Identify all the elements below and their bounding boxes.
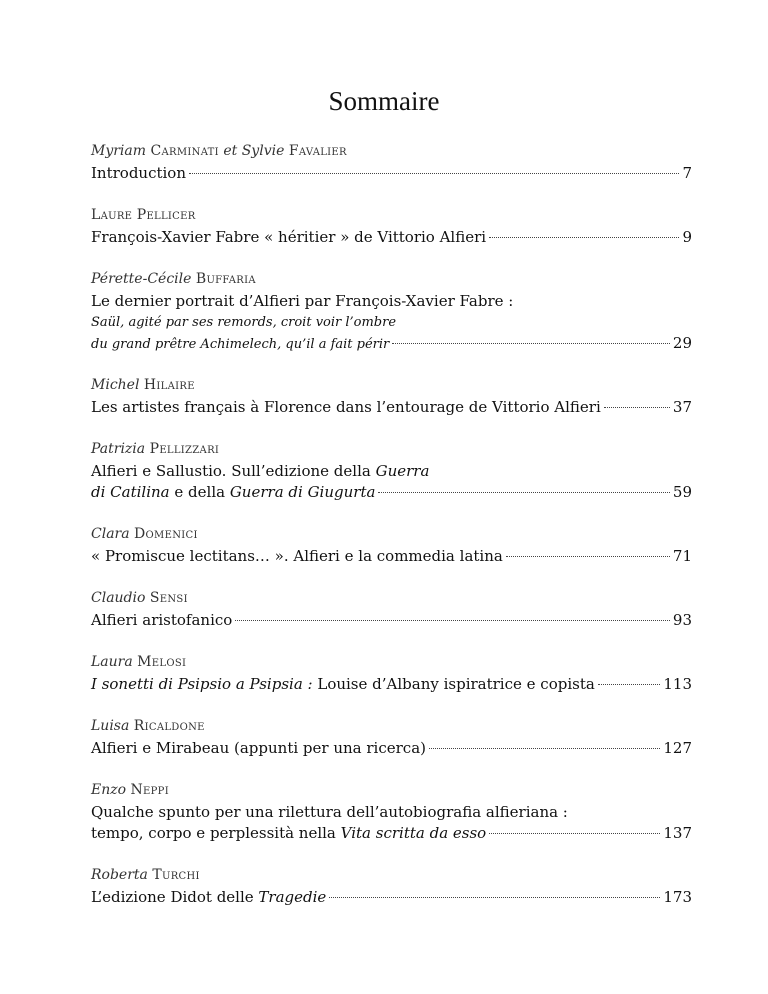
entry-author: Michel Hilaire	[91, 377, 195, 393]
dot-leader	[598, 684, 661, 685]
entry-page-number: 59	[672, 483, 692, 501]
entry-page-number: 29	[672, 334, 692, 352]
entry-title-line: tempo, corpo e perplessità nella Vita scritta da esso 137	[91, 824, 692, 842]
entry-title-line	[91, 610, 692, 631]
entry-title-line	[91, 546, 692, 567]
dot-leader	[189, 173, 679, 174]
entry-title-line	[91, 163, 692, 184]
toc-entry	[91, 523, 692, 567]
dot-leader	[429, 748, 660, 749]
entry-title: « Promiscue lectitans… ». Alfieri e la commedia latina	[91, 547, 503, 565]
entry-title-line: du grand prêtre Achimelech, qu’il a fait périr 29	[91, 334, 692, 352]
entry-page-number: 173	[663, 888, 692, 906]
entry-page-number: 137	[663, 824, 692, 842]
toc-entry	[91, 715, 692, 759]
toc-entry	[91, 268, 692, 354]
toc-entry	[91, 779, 692, 844]
entry-title: Alfieri aristofanico	[91, 611, 233, 629]
dot-leader	[489, 833, 660, 834]
entry-title: I sonetti di Psipsio a Psipsia : Louise d’Albany ispiratrice e copista	[91, 675, 595, 693]
entry-author: Laure Pellicer	[91, 207, 196, 223]
entry-author: Laura Melosi	[91, 654, 187, 670]
dot-leader	[235, 620, 670, 621]
entry-author: Clara Domenici	[91, 526, 198, 542]
entry-page-number: 93	[672, 611, 692, 629]
toc-entry	[91, 140, 692, 184]
dot-leader	[378, 492, 669, 493]
entry-page-number: 37	[672, 398, 692, 416]
toc-entry	[91, 438, 692, 503]
toc-entry	[91, 204, 692, 248]
entry-title: Les artistes français à Florence dans l’entourage de Vittorio Alfieri	[91, 398, 601, 416]
toc-entry	[91, 864, 692, 908]
toc-entry	[91, 374, 692, 418]
dot-leader	[392, 343, 670, 344]
entry-author: Claudio Sensi	[91, 590, 188, 606]
table-of-contents	[91, 140, 692, 908]
entry-title: Introduction	[91, 164, 186, 182]
entry-author: Myriam Carminati et Sylvie Favalier	[91, 143, 347, 159]
entry-title-line	[91, 674, 692, 695]
entry-title: Alfieri e Mirabeau (appunti per una ricerca)	[91, 739, 426, 757]
entry-title-line	[91, 227, 692, 248]
entry-title: Qualche spunto per una rilettura dell’autobiografia alfieriana :	[91, 803, 568, 821]
entry-title: François-Xavier Fabre « héritier » de Vittorio Alfieri	[91, 228, 487, 246]
entry-page-number: 71	[672, 547, 692, 565]
entry-title-line	[91, 397, 692, 418]
entry-page-number: 9	[682, 228, 692, 246]
entry-title: L’edizione Didot delle Tragedie	[91, 888, 327, 906]
dot-leader	[489, 237, 679, 238]
entry-title-line	[91, 738, 692, 759]
entry-title-line	[91, 887, 692, 908]
entry-page-number: 127	[663, 739, 692, 757]
entry-title-line	[91, 802, 692, 823]
entry-subtitle-line: Saül, agité par ses remords, croit voir l’ombre	[91, 315, 397, 330]
entry-author: Luisa Ricaldone	[91, 718, 205, 734]
page-title: Sommaire	[328, 86, 440, 116]
entry-title: Le dernier portrait d’Alfieri par François-Xavier Fabre :	[91, 292, 514, 310]
entry-title: Alfieri e Sallustio. Sull’edizione della Guerra	[91, 462, 430, 480]
entry-page-number: 7	[682, 164, 692, 182]
dot-leader	[604, 407, 670, 408]
dot-leader	[506, 556, 670, 557]
entry-author: Enzo Neppi	[91, 782, 169, 798]
toc-entry	[91, 651, 692, 695]
entry-title-line	[91, 461, 692, 482]
toc-entry	[91, 587, 692, 631]
dot-leader	[329, 897, 660, 898]
entry-author: Roberta Turchi	[91, 867, 200, 883]
entry-page-number: 113	[663, 675, 692, 693]
entry-author: Patrizia Pellizzari	[91, 441, 220, 457]
entry-author: Pérette-Cécile Buffaria	[91, 271, 256, 287]
entry-title-line	[91, 291, 692, 312]
entry-title-line: di Catilina e della Guerra di Giugurta 59	[91, 483, 692, 501]
